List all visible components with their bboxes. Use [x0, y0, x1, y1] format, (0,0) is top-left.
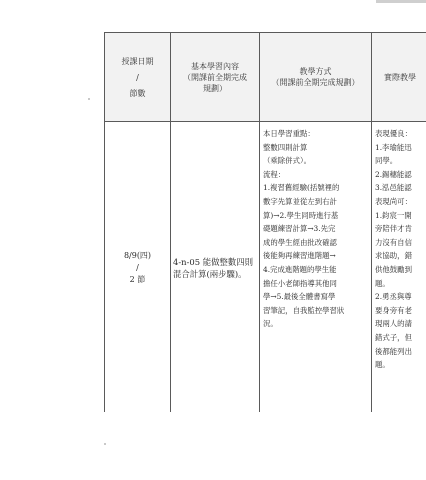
actual-text-line: 後都能列出 [375, 346, 412, 356]
method-lines [263, 127, 368, 331]
actual-text-line: 2.勇丞與尊 [375, 292, 412, 302]
header-date-title: 授課日期 [121, 56, 154, 66]
method-cell [260, 122, 372, 413]
lesson-content: 4-n-05 能做整數四則混合計算(兩步驟)。 [173, 256, 253, 279]
method-text-line: 擔任小老師指導其他同 [263, 278, 337, 288]
date-cell [105, 122, 171, 413]
method-text-line: 習筆記，自我監控學習狀 [263, 305, 345, 315]
top-edge-mark [376, 0, 426, 3]
method-text-line: 數字先算並從左到右計 [263, 196, 337, 206]
lesson-date: 8/9(四) [123, 250, 152, 260]
actual-text-line: 旁陪伴才肯 [375, 224, 412, 234]
method-text-line: （乘除併式）。 [263, 156, 312, 166]
header-date-separator: / [136, 72, 139, 82]
method-text-line: 算)→2.學生同時進行基 [263, 210, 339, 220]
lesson-plan-table-wrap [104, 32, 426, 412]
lesson-plan-table [104, 32, 426, 412]
actual-text-line: 錯式子，但 [375, 332, 412, 342]
actual-text-line: 表現優良： [375, 129, 412, 138]
lesson-row [105, 122, 426, 413]
method-text-line: 整數四則計算 [263, 142, 308, 152]
scan-speck [104, 443, 106, 445]
header-actual-cell [372, 33, 426, 122]
method-text-line: 成的學生經由批改確認 [263, 237, 337, 247]
method-text-line: 礎題練習計算→3.先完 [263, 224, 336, 234]
method-text-line: 本日學習重點： [263, 129, 315, 138]
header-actual-title: 實際教學 [384, 72, 416, 82]
method-text-line: 4.完成進階題的學生能 [263, 264, 337, 274]
method-text-line: 況。 [263, 319, 278, 329]
method-text-line: 流程： [263, 169, 286, 179]
header-content-subtitle: （開課前全期完成 [183, 72, 247, 82]
header-content-title: 基本學習內容 [191, 61, 239, 71]
actual-text-line: 1.李瑜能迅 [375, 142, 412, 152]
actual-text-line: 1.鈞宸一開 [375, 210, 412, 220]
content-cell [171, 122, 260, 413]
actual-text-line: 力沒有自信 [375, 237, 412, 247]
actual-cell [372, 122, 426, 413]
method-text-line: 後能夠再練習進階題→ [263, 251, 336, 261]
actual-text-line: 3.泓邑能認 [375, 183, 412, 193]
actual-text-line: 要身旁有老 [375, 305, 412, 315]
actual-text-line: 2.錫穗能認 [375, 169, 412, 179]
actual-text-line: 求協助，錯 [375, 251, 412, 261]
header-method-cell [260, 33, 372, 122]
header-content-subtitle: 規劃） [203, 83, 227, 93]
header-method-title: 教學方式 [299, 67, 332, 76]
method-text-line: 學→5.最後全體書寫學 [263, 292, 336, 302]
header-period-title: 節數 [129, 88, 146, 98]
scan-speck [88, 98, 90, 100]
actual-text-line: 題。 [375, 360, 390, 370]
lesson-periods: 2 節 [129, 274, 146, 284]
header-content-cell [171, 33, 260, 122]
actual-text-line: 供他鼓勵到 [375, 264, 412, 274]
actual-lines [375, 127, 426, 372]
header-row [105, 33, 426, 122]
actual-text-line: 題。 [375, 278, 390, 288]
actual-text-line: 現兩人的請 [375, 319, 412, 329]
actual-text-line: 表現尚可： [375, 196, 412, 206]
lesson-date-separator: / [136, 262, 139, 272]
actual-text-line: 同學。 [375, 156, 398, 166]
header-date-cell [105, 33, 171, 122]
header-method-subtitle: （開課前全期完成規劃） [271, 78, 360, 87]
method-text-line: 1.複習舊經驗(括號裡的 [263, 183, 340, 193]
